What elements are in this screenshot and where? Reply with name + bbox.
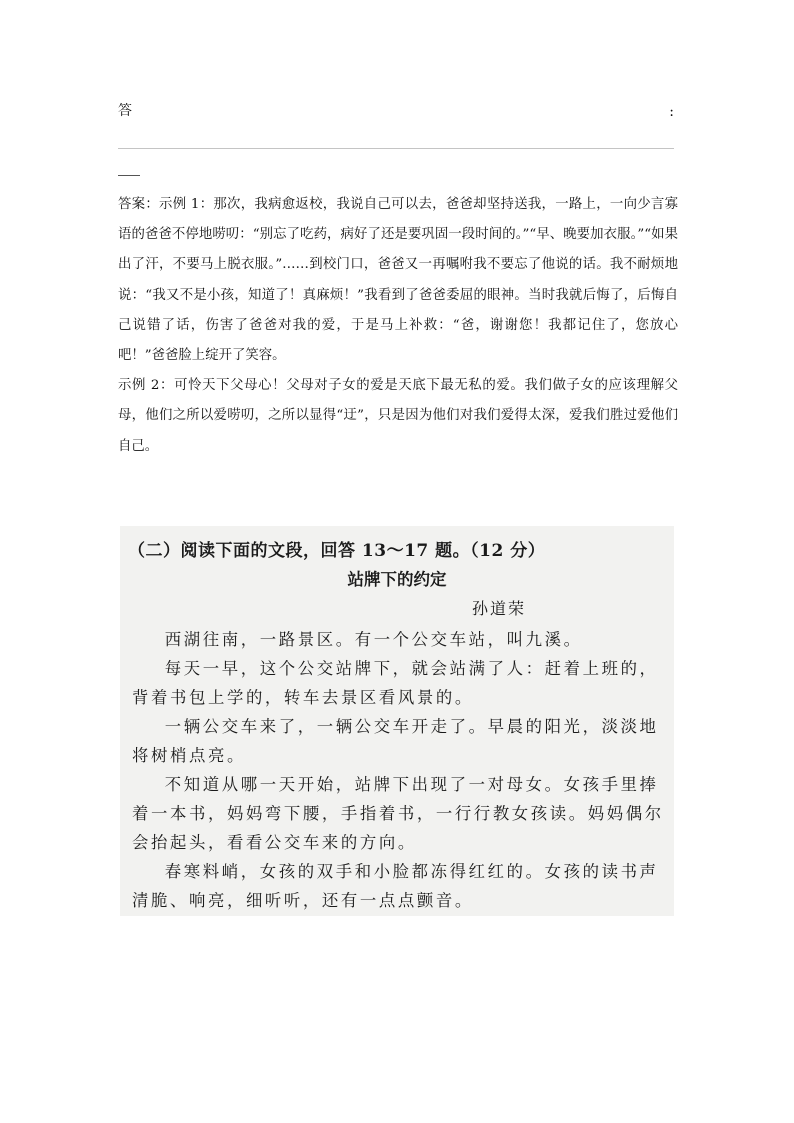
answer-rule [118,148,674,149]
scanned-passage [120,526,674,916]
answer-paragraph-2: 示例 2：可怜天下父母心！父母对子女的爱是天底下最无私的爱。我们做子女的应该理解父母，他们之所以爱唠叨，之所以显得“迂”，只是因为他们对我们爱得太深，爱我们胜过爱他们自己。 [118,378,678,454]
short-dash [118,175,140,176]
answer-text [118,190,678,462]
answer-line [118,100,674,122]
passage-paragraph-4: 不知道从哪一天开始，站牌下出现了一对母女。女孩手里捧着一本书，妈妈弯下腰，手指着书，一行行教女孩读。妈妈偶尔会抬起头，看看公交车来的方向。 [132,775,664,852]
answer-colon: : [669,104,674,120]
passage-body [132,625,666,915]
passage-paragraph-3: 一辆公交车来了，一辆公交车开走了。早晨的阳光，淡淡地将树梢点亮。 [132,717,659,765]
passage-paragraph-2: 每天一早，这个公交站牌下，就会站满了人：赶着上班的，背着书包上学的，转车去景区看风景的。 [132,659,659,707]
passage-author: 孙道荣 [472,599,527,618]
answer-label: 答 [118,103,132,119]
passage-paragraph-1: 西湖往南，一路景区。有一个公交车站，叫九溪。 [164,630,583,649]
section-heading: （二）阅读下面的文段，回答 13～17 题。（12 分） [128,541,546,561]
passage-title: 站牌下的约定 [347,570,447,589]
answer-paragraph-1: 答案：示例 1：那次，我病愈返校，我说自己可以去，爸爸却坚持送我，一路上，一向少言寡语的爸爸不停地唠叨：“别忘了吃药，病好了还是要巩固一段时间的。”“早、晚要加衣服。”“如果出了汗，不要马上脱衣服。”……到校门口，爸爸又一再嘱咐我不要忘了他说的话。我不耐烦地说：“我又不是小孩，知道了！真麻烦！”我看到了爸爸委屈的眼神。当时我就后悔了，后悔自己说错了话，伤害了爸爸对我的爱，于是马上补救：“爸，谢谢您！我都记住了，您放心吧！”爸爸脸上绽开了笑容。 [118,197,678,364]
passage-paragraph-5: 春寒料峭，女孩的双手和小脸都冻得红红的。女孩的读书声清脆、响亮，细听听，还有一点点颤音。 [132,862,659,910]
